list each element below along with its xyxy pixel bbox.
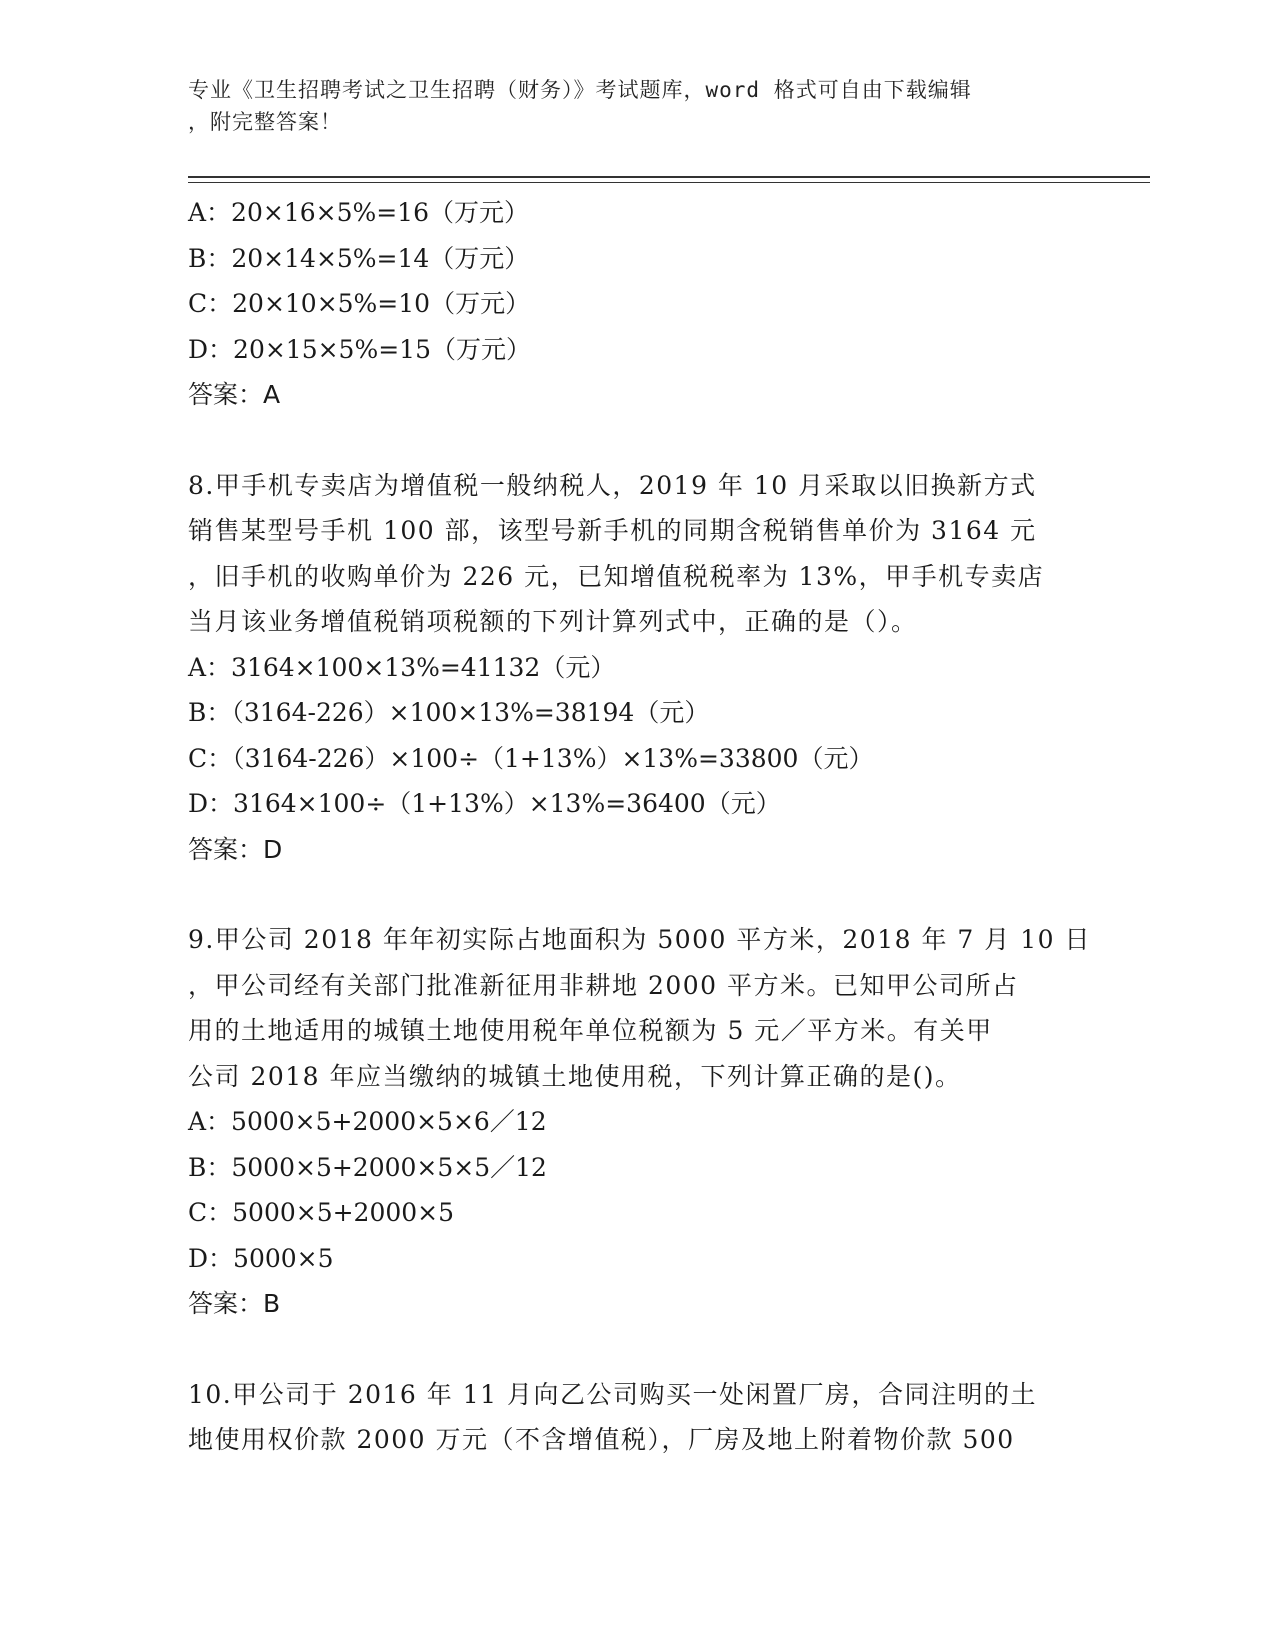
option-a: A：20×16×5%=16（万元） xyxy=(188,198,529,227)
header-line-1: 专业《卫生招聘考试之卫生招聘（财务）》考试题库，word 格式可自由下载编辑 xyxy=(188,78,972,102)
question-text-line: 地使用权价款 2000 万元（不含增值税），厂房及地上附着物价款 500 xyxy=(188,1425,1015,1454)
question-text-line: 销售某型号手机 100 部，该型号新手机的同期含税销售单价为 3164 元 xyxy=(188,516,1037,545)
question-text-line: 用的土地适用的城镇土地使用税年单位税额为 5 元／平方米。有关甲 xyxy=(188,1016,993,1045)
option-d: D：5000×5 xyxy=(188,1243,334,1273)
question-8 xyxy=(188,463,1088,873)
answer: 答案：A xyxy=(188,380,281,409)
header-rule-thin xyxy=(188,182,1150,183)
option-d: D：3164×100÷（1+13%）×13%=36400（元） xyxy=(188,789,781,818)
option-c: C：20×10×5%=10（万元） xyxy=(188,289,531,318)
option-a: A：3164×100×13%=41132（元） xyxy=(188,652,616,682)
question-text-line: 8.甲手机专卖店为增值税一般纳税人，2019 年 10 月采取以旧换新方式 xyxy=(188,470,1037,500)
question-7 xyxy=(188,190,1088,418)
option-c: C：5000×5+2000×5 xyxy=(188,1198,455,1227)
spacer xyxy=(188,1327,1088,1372)
option-b: B：20×14×5%=14（万元） xyxy=(188,243,530,273)
question-10 xyxy=(188,1372,1088,1463)
question-text-line: ，甲公司经有关部门批准新征用非耕地 2000 平方米。已知甲公司所占 xyxy=(188,970,1019,1000)
answer: 答案：B xyxy=(188,1289,281,1318)
option-a: A：5000×5+2000×5×6／12 xyxy=(188,1107,547,1136)
option-b: B：5000×5+2000×5×5／12 xyxy=(188,1152,547,1182)
question-text-line: 10.甲公司于 2016 年 11 月向乙公司购买一处闲置厂房，合同注明的土 xyxy=(188,1379,1037,1409)
option-c: C：（3164-226）×100÷（1+13%）×13%=33800（元） xyxy=(188,743,874,773)
document-body xyxy=(188,190,1091,1463)
header-line-2: ，附完整答案！ xyxy=(188,110,342,134)
option-b: B：（3164-226）×100×13%=38194（元） xyxy=(188,698,710,727)
answer: 答案：D xyxy=(188,834,283,864)
question-text-line: ，旧手机的收购单价为 226 元，已知增值税税率为 13%，甲手机专卖店 xyxy=(188,561,1045,591)
question-text-line: 9.甲公司 2018 年年初实际占地面积为 5000 平方米，2018 年 7 月 10 日 xyxy=(188,925,1091,954)
question-9 xyxy=(188,917,1091,1327)
header-rule-thick xyxy=(188,176,1150,178)
spacer xyxy=(188,418,1088,463)
question-text-line: 公司 2018 年应当缴纳的城镇土地使用税，下列计算正确的是()。 xyxy=(188,1061,962,1091)
spacer xyxy=(188,872,1088,917)
question-text-line: 当月该业务增值税销项税额的下列计算列式中，正确的是（）。 xyxy=(188,607,918,636)
document-header xyxy=(188,74,1088,138)
option-d: D：20×15×5%=15（万元） xyxy=(188,334,531,364)
